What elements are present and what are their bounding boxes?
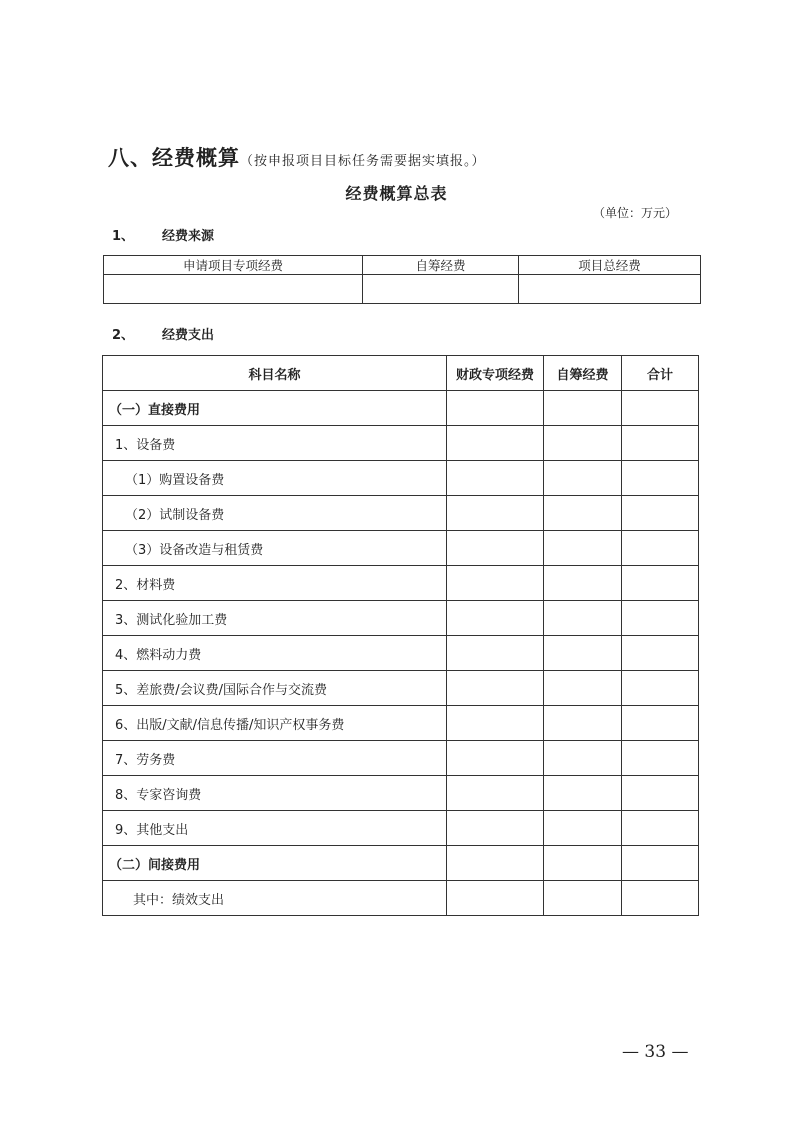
table-cell	[104, 275, 363, 304]
header-cell: 自筹经费	[544, 356, 622, 391]
header-cell: 自筹经费	[363, 256, 519, 275]
table-row	[103, 496, 699, 531]
table-header-row	[104, 256, 701, 275]
row-label: 9、其他支出	[103, 811, 447, 846]
table-cell	[519, 275, 701, 304]
section-1-label: 经费来源	[162, 229, 215, 244]
table-row	[103, 566, 699, 601]
row-label: 5、差旅费/会议费/国际合作与交流费	[103, 671, 447, 706]
table-row	[103, 426, 699, 461]
section-1-heading	[112, 225, 214, 244]
header-cell: 科目名称	[103, 356, 447, 391]
section-2-number: 2、	[112, 328, 135, 343]
row-label: （1）购置设备费	[103, 461, 447, 496]
funding-source-table	[103, 255, 701, 304]
section-2-label: 经费支出	[162, 328, 215, 343]
page-number: — 33 —	[622, 1042, 689, 1062]
row-label: （2）试制设备费	[103, 496, 447, 531]
table-row	[103, 811, 699, 846]
table-row	[103, 881, 699, 916]
row-label: 1、设备费	[103, 426, 447, 461]
row-label: 其中：绩效支出	[103, 881, 447, 916]
table-row	[103, 671, 699, 706]
section-2-heading	[112, 324, 214, 343]
header-cell: 合计	[622, 356, 699, 391]
table-row	[103, 531, 699, 566]
expenditure-table	[102, 355, 699, 916]
row-label: （3）设备改造与租赁费	[103, 531, 447, 566]
row-label: （二）间接费用	[103, 846, 447, 881]
table-header-row	[103, 356, 699, 391]
row-label: 7、劳务费	[103, 741, 447, 776]
header-cell: 项目总经费	[519, 256, 701, 275]
section-1-number: 1、	[112, 229, 135, 244]
row-label: 6、出版/文献/信息传播/知识产权事务费	[103, 706, 447, 741]
table-row	[103, 636, 699, 671]
table-row	[103, 846, 699, 881]
row-label: 4、燃料动力费	[103, 636, 447, 671]
table-row	[104, 275, 701, 304]
row-label: 8、专家咨询费	[103, 776, 447, 811]
table-row	[103, 391, 699, 426]
row-label: 3、测试化验加工费	[103, 601, 447, 636]
section-heading	[108, 142, 486, 172]
table-row	[103, 706, 699, 741]
table-title: 经费概算总表	[345, 184, 448, 203]
table-cell	[363, 275, 519, 304]
row-label: 2、材料费	[103, 566, 447, 601]
section-heading-note: （按申报项目目标任务需要据实填报。）	[240, 154, 486, 169]
table-row	[103, 776, 699, 811]
row-label: （一）直接费用	[103, 391, 447, 426]
unit-label: （单位：万元）	[592, 206, 677, 220]
section-heading-title: 八、经费概算	[108, 146, 240, 170]
header-cell: 申请项目专项经费	[104, 256, 363, 275]
header-cell: 财政专项经费	[447, 356, 544, 391]
table-row	[103, 461, 699, 496]
table-row	[103, 601, 699, 636]
table-row	[103, 741, 699, 776]
